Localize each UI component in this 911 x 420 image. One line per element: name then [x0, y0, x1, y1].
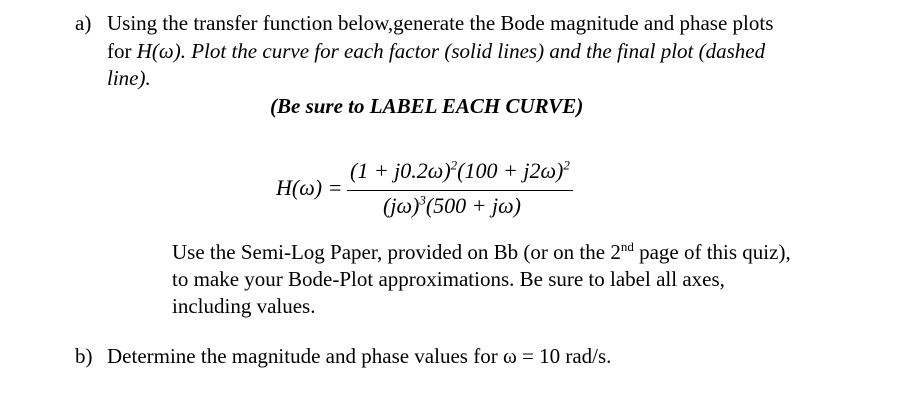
- equation-numerator: [350, 158, 570, 184]
- part-a-line-2: [107, 39, 765, 63]
- fraction-bar: [347, 190, 573, 191]
- part-a-line-2-italic: H(ω). Plot the curve for each factor (solid lines) and the final plot (dashed: [136, 39, 766, 63]
- equation-denominator: [383, 193, 521, 219]
- denominator-factor-1-exp: 3: [419, 192, 426, 208]
- instructions-ordinal-sup: nd: [620, 239, 634, 254]
- part-a-line-1: Using the transfer function below,generate the Bode magnitude and phase plots: [107, 11, 774, 35]
- equation-lhs: H(ω) =: [276, 175, 343, 200]
- instructions-line-3: including values.: [172, 294, 316, 318]
- numerator-factor-1-exp: 2: [450, 157, 458, 173]
- instructions-line-2: to make your Bode-Plot approximations. Be sure to label all axes,: [172, 267, 725, 291]
- label-emphasis: (Be sure to LABEL EACH CURVE): [270, 94, 584, 118]
- numerator-factor-2: (100 + j2ω): [457, 158, 564, 183]
- numerator-factor-2-exp: 2: [563, 157, 570, 173]
- part-a-line-3: line).: [107, 66, 151, 90]
- numerator-factor-1: (1 + j0.2ω): [350, 158, 451, 183]
- instructions-line-1-suffix: page of this quiz),: [633, 240, 791, 264]
- instructions-line-1-prefix: Use the Semi-Log Paper, provided on Bb (or on the 2: [172, 240, 621, 264]
- instructions-line-1: [172, 240, 791, 264]
- part-b-marker: b): [75, 344, 93, 368]
- part-a-marker: a): [75, 11, 92, 35]
- part-a-line-2-prefix: for: [107, 39, 137, 63]
- part-b-text: Determine the magnitude and phase values for ω = 10 rad/s.: [107, 344, 612, 368]
- denominator-factor-2: (500 + jω): [425, 193, 521, 218]
- denominator-factor-1: (jω): [383, 193, 420, 218]
